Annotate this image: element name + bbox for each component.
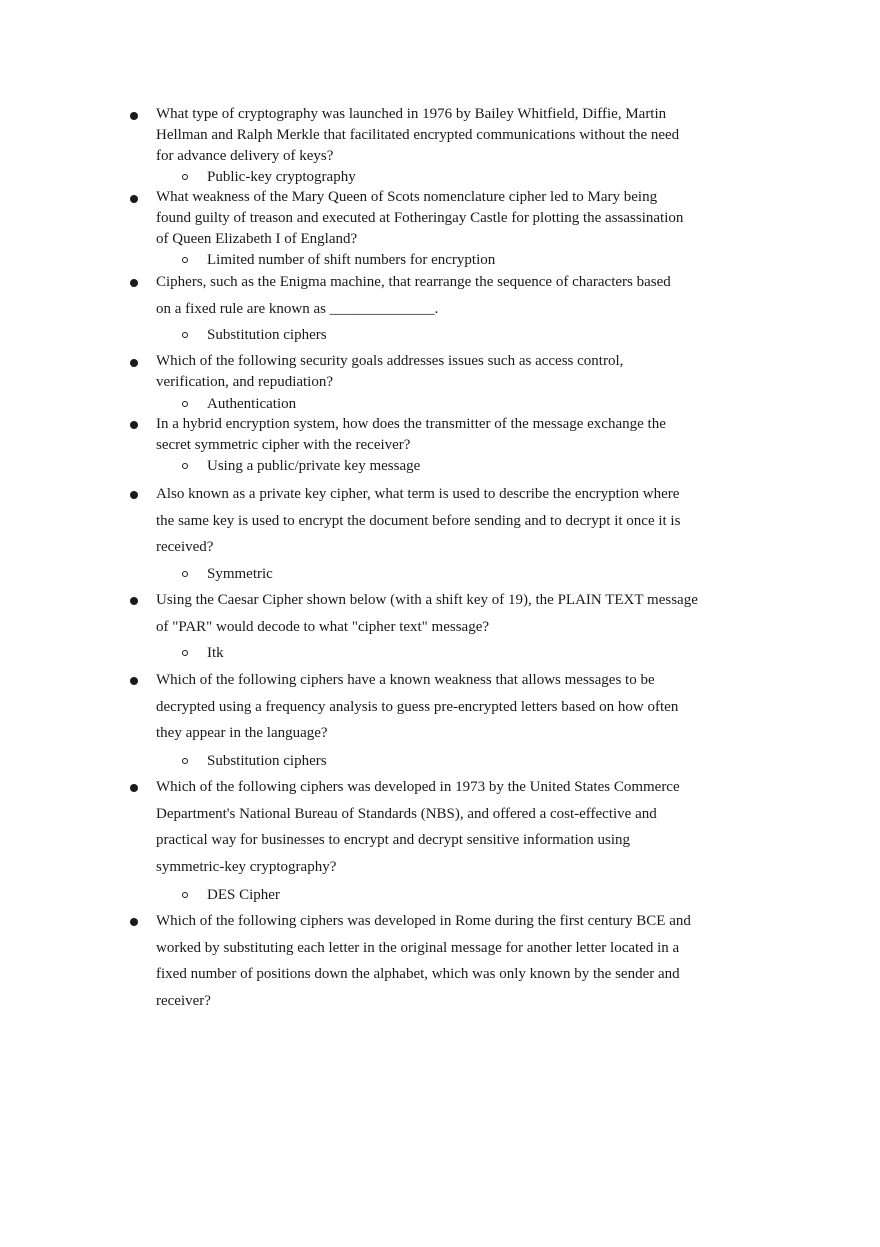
question-text (156, 104, 731, 167)
answer-text: Itk (207, 645, 224, 661)
question-text (156, 269, 731, 322)
question-line: received? (156, 539, 214, 555)
question-line: fixed number of positions down the alphabet, which was only known by the sender and (156, 966, 680, 982)
question-line: found guilty of treason and executed at Fotheringay Castle for plotting the assassination (156, 210, 684, 226)
question-line: Ciphers, such as the Enigma machine, that rearrange the sequence of characters based (156, 274, 671, 290)
question-bullet (130, 597, 138, 605)
question-line: of "PAR" would decode to what "cipher text" message? (156, 618, 490, 635)
question-line: Which of the following security goals addresses issues such as access control, (156, 353, 624, 369)
question-line: What type of cryptography was launched in 1976 by Bailey Whitfield, Diffie, Martin (156, 106, 667, 122)
question-line: Which of the following ciphers was developed in 1973 by the United States Commerce (156, 779, 680, 795)
question-line: of Queen Elizabeth I of England? (156, 231, 358, 247)
question-line: worked by substituting each letter in the original message for another letter located in a (156, 939, 680, 956)
question-bullet (130, 677, 138, 685)
question-line: In a hybrid encryption system, how does the transmitter of the message exchange the (156, 416, 666, 432)
question-line: Using the Caesar Cipher shown below (with a shift key of 19), the PLAIN TEXT message (156, 592, 698, 608)
answer-bullet (182, 257, 188, 263)
question-text (156, 587, 731, 640)
question-line: for advance delivery of keys? (156, 148, 334, 164)
question-line: the same key is used to encrypt the document before sending and to decrypt it once it is (156, 512, 681, 529)
question-bullet (130, 195, 138, 203)
question-line: secret symmetric cipher with the receiver? (156, 437, 411, 453)
question-line: decrypted using a frequency analysis to guess pre-encrypted letters based on how often (156, 698, 679, 715)
answer-bullet (182, 332, 188, 338)
question-text (156, 414, 731, 456)
question-text (156, 908, 731, 1014)
answer-text: Public-key cryptography (207, 169, 356, 185)
question-line: symmetric-key cryptography? (156, 858, 337, 875)
question-bullet (130, 491, 138, 499)
question-text (156, 187, 731, 250)
question-line: Which of the following ciphers was developed in Rome during the first century BCE and (156, 913, 691, 929)
question-line: Department's National Bureau of Standards (NBS), and offered a cost-effective and (156, 805, 657, 822)
answer-bullet (182, 571, 188, 577)
question-line: Hellman and Ralph Merkle that facilitated encrypted communications without the need (156, 127, 680, 143)
question-line: on a fixed rule are known as ______________. (156, 300, 439, 317)
answer-text: Using a public/private key message (207, 458, 421, 474)
answer-bullet (182, 892, 188, 898)
question-text (156, 774, 731, 880)
question-bullet (130, 359, 138, 367)
question-line: What weakness of the Mary Queen of Scots nomenclature cipher led to Mary being (156, 189, 658, 205)
question-text (156, 351, 731, 393)
question-line: practical way for businesses to encrypt and decrypt sensitive information using (156, 832, 631, 848)
question-line: Which of the following ciphers have a known weakness that allows messages to be (156, 672, 655, 688)
question-text (156, 667, 731, 747)
question-bullet (130, 112, 138, 120)
answer-bullet (182, 401, 188, 407)
answer-text: Authentication (207, 396, 297, 412)
question-line: Also known as a private key cipher, what term is used to describe the encryption where (156, 486, 680, 502)
question-line: they appear in the language? (156, 725, 328, 741)
question-line: receiver? (156, 992, 211, 1009)
answer-bullet (182, 463, 188, 469)
answer-text: Substitution ciphers (207, 753, 327, 769)
question-bullet (130, 784, 138, 792)
answer-text: Limited number of shift numbers for encryption (207, 252, 496, 268)
answer-text: Substitution ciphers (207, 327, 327, 343)
question-bullet (130, 918, 138, 926)
answer-bullet (182, 758, 188, 764)
question-line: verification, and repudiation? (156, 374, 334, 390)
question-bullet (130, 279, 138, 287)
answer-bullet (182, 174, 188, 180)
answer-text: DES Cipher (207, 887, 280, 903)
question-bullet (130, 421, 138, 429)
answer-text: Symmetric (207, 566, 273, 582)
answer-bullet (182, 650, 188, 656)
question-text (156, 481, 731, 561)
